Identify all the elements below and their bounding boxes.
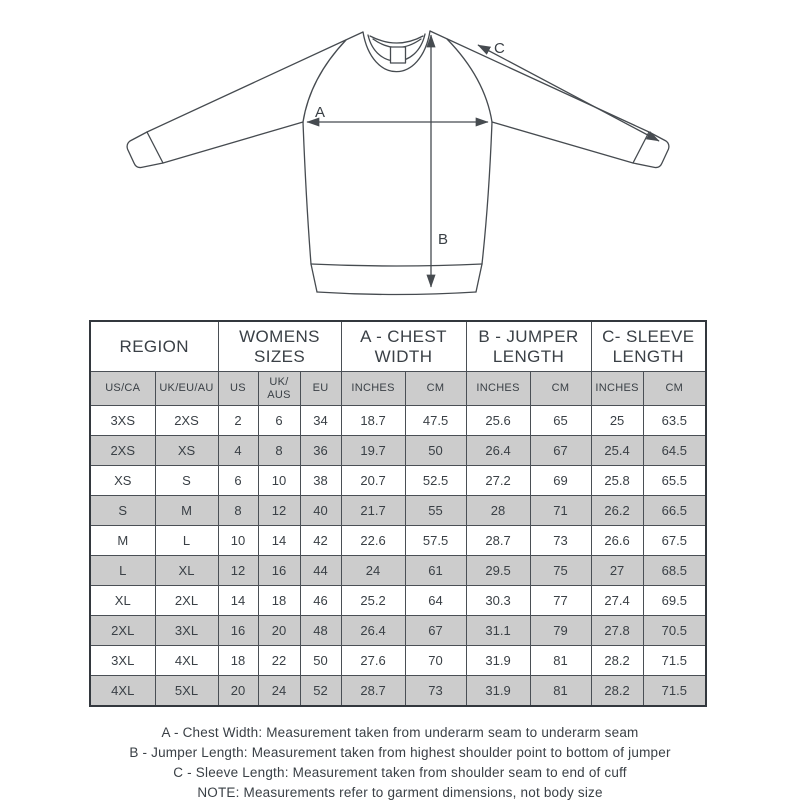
size-cell: 2XS [90, 436, 155, 466]
size-cell: M [90, 526, 155, 556]
size-cell: XS [155, 436, 218, 466]
size-cell: L [90, 556, 155, 586]
note-chest-width: A - Chest Width: Measurement taken from underarm seam to underarm seam [161, 725, 639, 740]
size-cell: 64 [405, 586, 466, 616]
size-cell: 24 [258, 676, 300, 707]
size-cell: 66.5 [643, 496, 706, 526]
size-cell: 71.5 [643, 646, 706, 676]
size-cell: 40 [300, 496, 341, 526]
group-header-womens-sizes: WOMENS SIZES [218, 321, 341, 372]
size-cell: 25 [591, 406, 643, 436]
size-cell: 26.4 [466, 436, 530, 466]
note-jumper-length: B - Jumper Length: Measurement taken from highest shoulder point to bottom of jumper [129, 745, 671, 760]
size-cell: 63.5 [643, 406, 706, 436]
size-cell: 3XS [90, 406, 155, 436]
size-cell: 42 [300, 526, 341, 556]
table-row [90, 676, 706, 707]
measurement-notes [0, 723, 800, 803]
left-body-side [303, 122, 311, 264]
group-header-chest-width: A - CHEST WIDTH [341, 321, 466, 372]
size-chart-table [89, 320, 707, 707]
size-cell: L [155, 526, 218, 556]
size-cell: M [155, 496, 218, 526]
size-cell: 12 [258, 496, 300, 526]
left-sleeve-bottom-line [163, 122, 303, 163]
table-row [90, 616, 706, 646]
size-cell: 46 [300, 586, 341, 616]
size-cell: 69.5 [643, 586, 706, 616]
hem-left-edge [311, 264, 317, 292]
size-cell: 27.8 [591, 616, 643, 646]
size-cell: 2 [218, 406, 258, 436]
size-cell: 28.7 [341, 676, 405, 707]
column-header-uk-eu-au: UK/EU/AU [155, 372, 218, 406]
size-cell: 81 [530, 646, 591, 676]
size-cell: 18 [258, 586, 300, 616]
size-cell: 28 [466, 496, 530, 526]
size-cell: 14 [218, 586, 258, 616]
size-cell: 8 [258, 436, 300, 466]
size-cell: 77 [530, 586, 591, 616]
size-cell: 22 [258, 646, 300, 676]
size-cell: 28.7 [466, 526, 530, 556]
size-cell: 16 [258, 556, 300, 586]
size-cell: 50 [405, 436, 466, 466]
size-cell: 31.9 [466, 646, 530, 676]
size-cell: 2XS [155, 406, 218, 436]
size-cell: 31.9 [466, 676, 530, 707]
size-cell: 4 [218, 436, 258, 466]
size-cell: 34 [300, 406, 341, 436]
table-row [90, 586, 706, 616]
size-cell: 4XL [155, 646, 218, 676]
table-row [90, 526, 706, 556]
neck-label-tag [391, 47, 406, 63]
size-cell: 8 [218, 496, 258, 526]
size-cell: 2XL [90, 616, 155, 646]
size-cell: 65 [530, 406, 591, 436]
size-cell: XL [90, 586, 155, 616]
size-cell: 69 [530, 466, 591, 496]
jumper-line-drawing [0, 0, 800, 312]
size-cell: 71.5 [643, 676, 706, 707]
jumper-diagram-area [0, 0, 800, 312]
size-cell: 20 [218, 676, 258, 707]
column-header-sleeve-inches: INCHES [591, 372, 643, 406]
column-header-eu: EU [300, 372, 341, 406]
size-cell: 70 [405, 646, 466, 676]
hem-bottom-edge [317, 292, 476, 295]
right-body-side [482, 122, 492, 264]
size-cell: XS [90, 466, 155, 496]
size-cell: 26.4 [341, 616, 405, 646]
size-cell: 65.5 [643, 466, 706, 496]
column-header-jumper-cm: CM [530, 372, 591, 406]
sleeve-length-label: C [494, 40, 505, 57]
size-cell: 22.6 [341, 526, 405, 556]
size-cell: 55 [405, 496, 466, 526]
size-cell: 30.3 [466, 586, 530, 616]
column-header-us-ca: US/CA [90, 372, 155, 406]
right-sleeve-bottom-line [492, 122, 633, 163]
size-cell: 18 [218, 646, 258, 676]
table-row [90, 436, 706, 466]
group-header-row [90, 321, 706, 372]
size-cell: 29.5 [466, 556, 530, 586]
size-cell: 28.2 [591, 646, 643, 676]
size-cell: 25.2 [341, 586, 405, 616]
size-cell: 20 [258, 616, 300, 646]
size-cell: 27 [591, 556, 643, 586]
table-row [90, 646, 706, 676]
hem-seam [311, 264, 482, 266]
size-cell: 20.7 [341, 466, 405, 496]
size-cell: 52.5 [405, 466, 466, 496]
size-cell: 3XL [90, 646, 155, 676]
column-header-chest-inches: INCHES [341, 372, 405, 406]
note-sleeve-length: C - Sleeve Length: Measurement taken from shoulder seam to end of cuff [173, 765, 627, 780]
table-row [90, 556, 706, 586]
size-cell: 6 [258, 406, 300, 436]
size-cell: 73 [405, 676, 466, 707]
size-cell: 38 [300, 466, 341, 496]
size-cell: 25.6 [466, 406, 530, 436]
right-sleeve-top-line [430, 31, 649, 132]
size-cell: 47.5 [405, 406, 466, 436]
size-cell: 75 [530, 556, 591, 586]
size-cell: 25.4 [591, 436, 643, 466]
size-cell: 67 [530, 436, 591, 466]
size-table-body [90, 406, 706, 707]
size-cell: 27.6 [341, 646, 405, 676]
left-cuff [127, 132, 163, 168]
size-cell: 24 [341, 556, 405, 586]
size-cell: 10 [218, 526, 258, 556]
size-cell: 68.5 [643, 556, 706, 586]
size-cell: XL [155, 556, 218, 586]
size-cell: 81 [530, 676, 591, 707]
size-cell: S [90, 496, 155, 526]
size-cell: 2XL [155, 586, 218, 616]
note-garment-dimensions: NOTE: Measurements refer to garment dimensions, not body size [197, 785, 603, 800]
column-header-sleeve-cm: CM [643, 372, 706, 406]
size-cell: 52 [300, 676, 341, 707]
size-cell: 26.2 [591, 496, 643, 526]
size-cell: S [155, 466, 218, 496]
size-cell: 71 [530, 496, 591, 526]
size-cell: 21.7 [341, 496, 405, 526]
size-cell: 27.4 [591, 586, 643, 616]
size-cell: 73 [530, 526, 591, 556]
sleeve-length-arrow [478, 45, 659, 141]
size-cell: 28.2 [591, 676, 643, 707]
size-cell: 67 [405, 616, 466, 646]
size-cell: 70.5 [643, 616, 706, 646]
size-cell: 5XL [155, 676, 218, 707]
size-cell: 48 [300, 616, 341, 646]
left-sleeve-top-line [147, 32, 363, 132]
size-cell: 61 [405, 556, 466, 586]
table-row [90, 406, 706, 436]
size-cell: 4XL [90, 676, 155, 707]
right-armhole-seam [447, 39, 492, 122]
size-cell: 6 [218, 466, 258, 496]
size-cell: 3XL [155, 616, 218, 646]
group-header-sleeve-length: C- SLEEVE LENGTH [591, 321, 706, 372]
size-cell: 12 [218, 556, 258, 586]
table-row [90, 496, 706, 526]
column-header-uk-aus [258, 372, 300, 406]
size-cell: 67.5 [643, 526, 706, 556]
size-cell: 14 [258, 526, 300, 556]
jumper-outline [127, 31, 669, 295]
hem-right-edge [476, 264, 482, 292]
size-cell: 44 [300, 556, 341, 586]
size-cell: 10 [258, 466, 300, 496]
size-cell: 16 [218, 616, 258, 646]
chest-width-label: A [315, 104, 326, 121]
table-row [90, 466, 706, 496]
size-cell: 19.7 [341, 436, 405, 466]
jumper-length-label: B [438, 231, 449, 248]
column-header-us: US [218, 372, 258, 406]
column-header-row [90, 372, 706, 406]
size-cell: 36 [300, 436, 341, 466]
size-cell: 31.1 [466, 616, 530, 646]
group-header-jumper-length: B - JUMPER LENGTH [466, 321, 591, 372]
group-header-region: REGION [90, 321, 218, 372]
column-header-uk-aus-text: UK/AUS [267, 376, 291, 401]
size-cell: 26.6 [591, 526, 643, 556]
size-cell: 50 [300, 646, 341, 676]
size-cell: 64.5 [643, 436, 706, 466]
size-chart-section [89, 320, 707, 707]
size-cell: 79 [530, 616, 591, 646]
size-cell: 18.7 [341, 406, 405, 436]
size-cell: 25.8 [591, 466, 643, 496]
size-cell: 57.5 [405, 526, 466, 556]
column-header-jumper-inches: INCHES [466, 372, 530, 406]
column-header-chest-cm: CM [405, 372, 466, 406]
size-cell: 27.2 [466, 466, 530, 496]
